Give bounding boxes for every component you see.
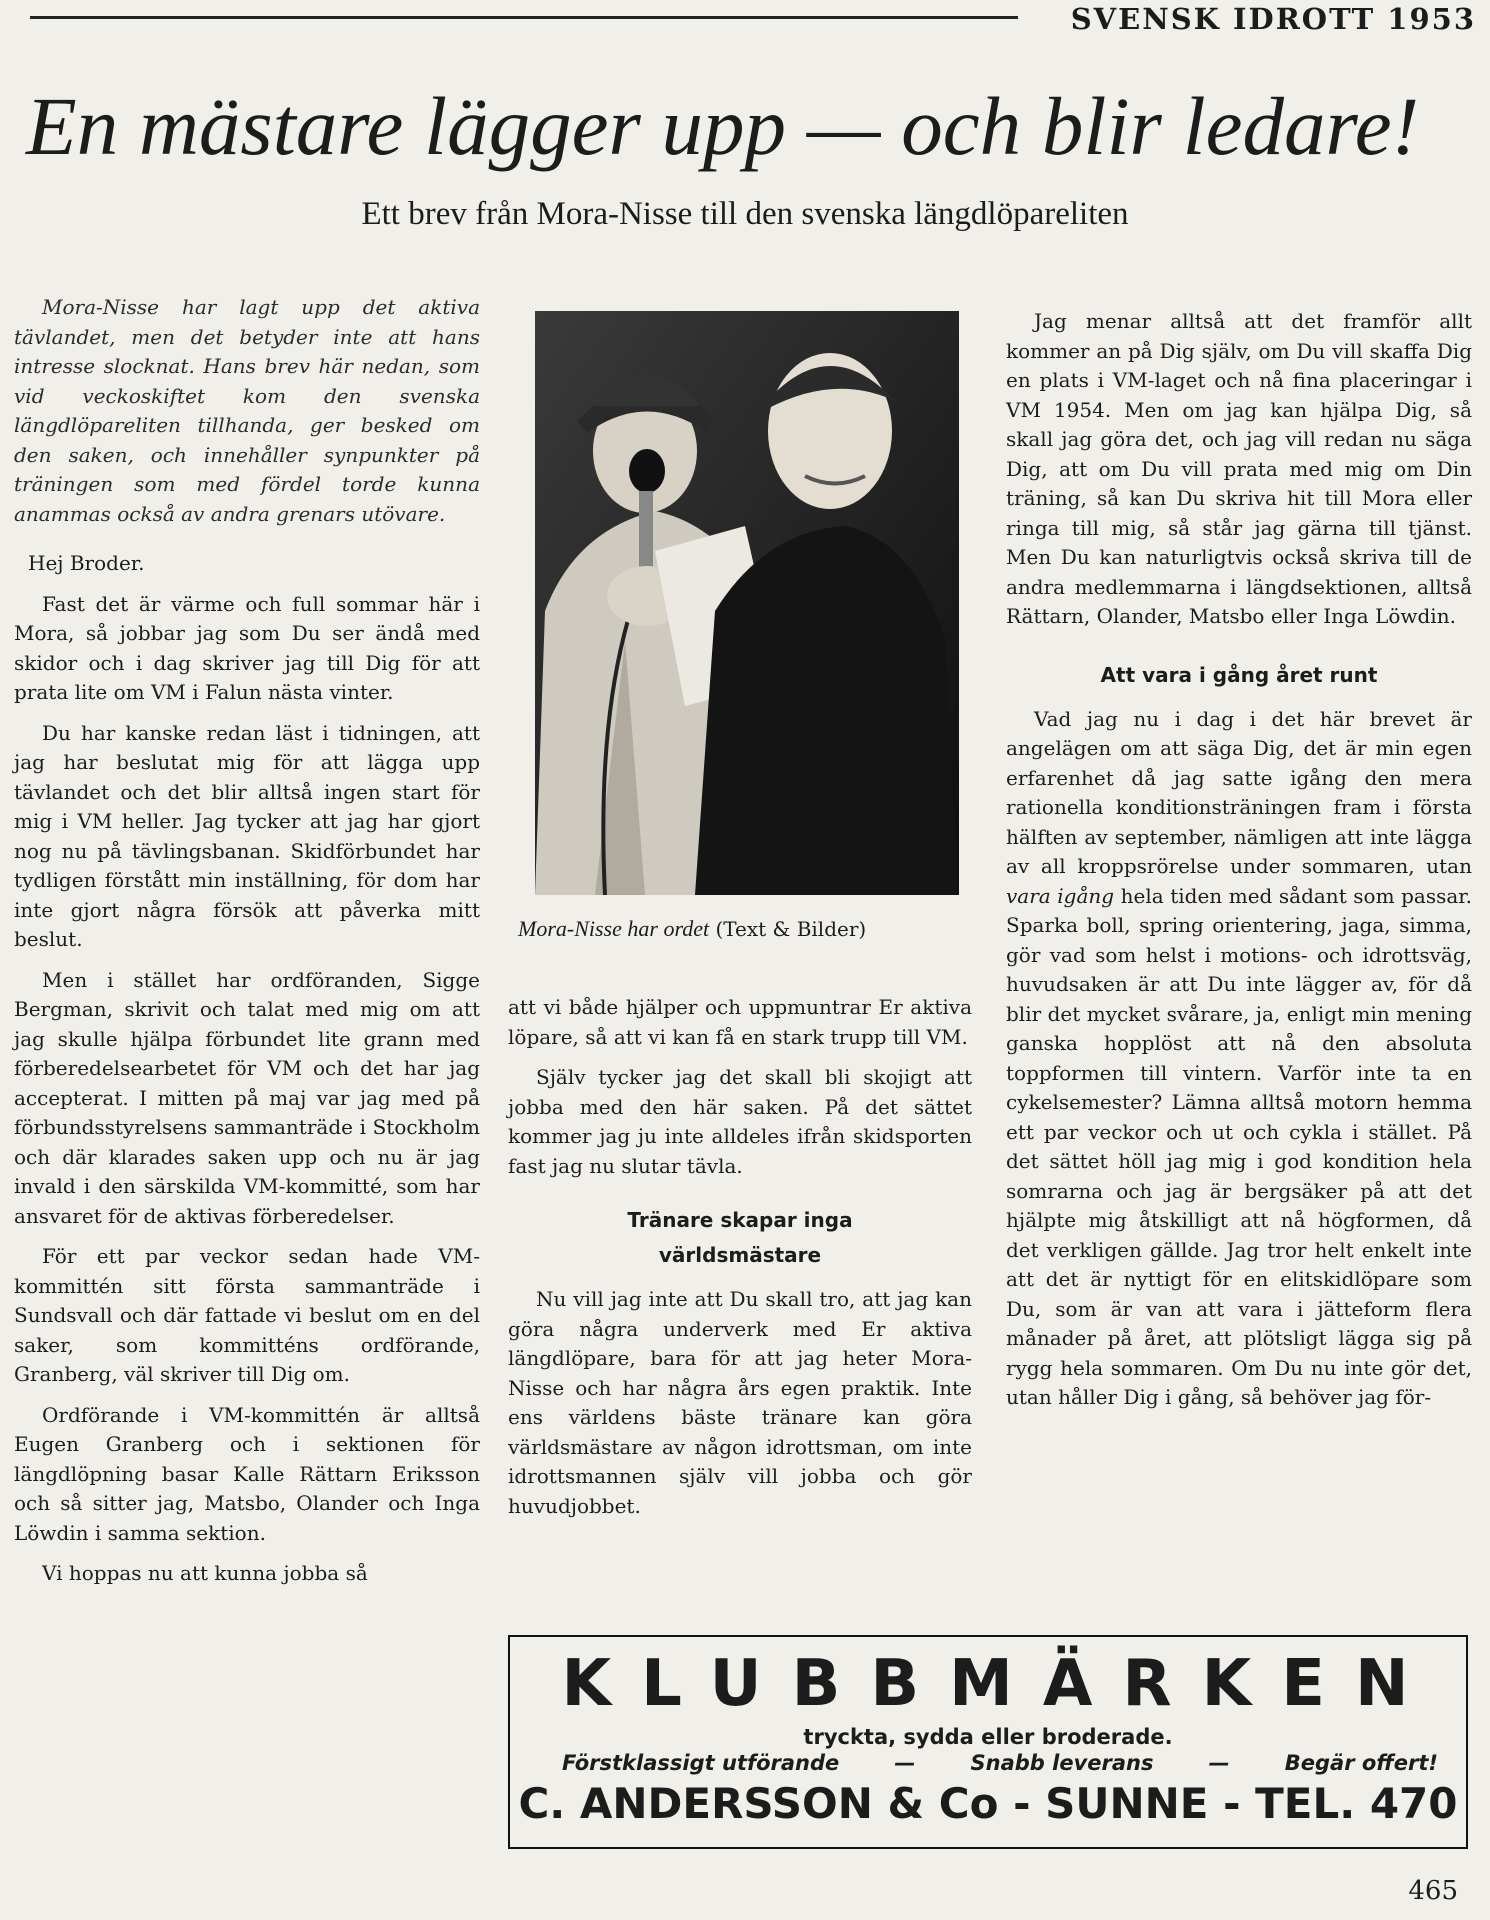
subheading-line-1: Tränare skapar inga	[627, 1208, 853, 1232]
body-paragraph: Du har kanske redan läst i tidningen, att jag har beslutat mig för att lägga upp tävlandet och det blir alltså ingen start för mig i VM heller. Jag tycker att jag har gjort nog nu på tävlingsbanan. Skidförbundet har tydligen förstått min inställning, för dom har inte gjort några försök att påverka mitt beslut.	[14, 720, 480, 951]
caption-italic: Mora-Nisse har ordet	[518, 916, 710, 941]
body-paragraph: Jag menar alltså att det framför allt kommer an på Dig själv, om Du vill skaffa Dig en plats i VM-laget och nå fina placeringar i VM 1954. Men om jag kan hjälpa Dig, så skall jag göra det, och jag vill redan nu säga Dig, att om Du vill prata med mig om Din träning, så kan Du skriva hit till Mora eller ringa till mig, så står jag gärna till tjänst. Men Du kan naturligtvis också skriva till de andra medlemmarna i längdsektionen, alltså Rättarn, Olander, Matsbo eller Inga Löwdin.	[1006, 309, 1472, 628]
text-run: Vad jag nu i dag i det här brevet är angelägen om att säga Dig, det är min egen erfarenhet då jag satte igång den mera rationella konditionsträningen fram i första hälften av september, nämligen att inte lägga av all kroppsrörelse under sommaren, utan	[1006, 706, 1472, 878]
subheading-line-2: världsmästare	[658, 1243, 822, 1267]
body-paragraph: Ordförande i VM-kommittén är alltså Eugen Granberg och i sektionen för längdlöpning basar Kalle Rättarn Eriksson och så sitter jag, Matsbo, Olander och Inga Löwdin i samma sektion.	[14, 1402, 480, 1545]
magazine-header: SVENSK IDROTT 1953	[1070, 2, 1476, 36]
ad-title: KLUBBMÄRKEN	[561, 1647, 1439, 1721]
greeting: Hej Broder.	[28, 551, 145, 575]
ad-tagline: Förstklassigt utförande	[562, 1751, 840, 1775]
header-rule	[30, 16, 1018, 19]
ad-tagline: Snabb leverans	[970, 1751, 1154, 1775]
advertisement-box	[508, 1635, 1468, 1849]
text-run: hela tiden med sådant som passar. Sparka boll, spring orientering, jaga, simma, gör vad som helst i motions- och idrottsväg, huvudsaken är att Du inte lägger av, för då blir det mycket svårare, ja, enligt min mening ganska hopplöst att nå den absoluta toppformen till vintern. Varför inte ta en cykelsemester? Lämna alltså motorn hemma ett par veckor och ut och cykla i stället. På det sättet höll jag mig i god kondition hela somrarna och jag är bergsäker på att det hjälpte mig åtskilligt att nå högformen, då det verkligen gällde. Jag tror helt enkelt inte att det är nyttigt för en elitskidlöpare som Du, som är van att vara i jätteform flera månader på året, att plötsligt lägga sig på rygg hela sommaren. Om Du nu inte gör det, utan håller Dig i gång, så behöver jag för-	[1006, 883, 1473, 1409]
body-paragraph: Fast det är värme och full sommar här i Mora, så jobbar jag som Du ser ändå med skidor och i dag skriver jag till Dig för att prata lite om VM i Falun nästa vinter.	[14, 591, 480, 704]
ad-tagline: Begär offert!	[1284, 1751, 1438, 1775]
body-paragraph: Vi hoppas nu att kunna jobba så	[42, 1561, 368, 1585]
headline: En mästare lägger upp — och blir ledare!	[26, 80, 1420, 172]
ad-dash: —	[1208, 1751, 1230, 1775]
body-paragraph: Men i stället har ordföranden, Sigge Bergman, skrivit och talat med mig om att jag skulle hjälpa förbundet lite grann med förberedelsearbetet för VM och det har jag accepterat. I mitten på maj var jag med på förbundsstyrelsens sammanträde i Stockholm och där klarades saken upp och nu är jag invald i den särskilda VM-kommitté, som har ansvaret för de aktivas förberedelser.	[14, 967, 480, 1228]
intro-text	[14, 293, 480, 529]
body-paragraph: att vi både hjälper och uppmuntrar Er aktiva löpare, så att vi kan få en stark trupp till VM.	[508, 995, 972, 1049]
photo-mora-nisse	[535, 311, 959, 895]
ad-subtitle: tryckta, sydda eller broderade.	[803, 1725, 1173, 1749]
subheading-tranare	[508, 1203, 972, 1273]
intro-paragraph: Mora-Nisse har lagt upp det aktiva tävlandet, men det betyder inte att hans intresse slocknat. Hans brev här nedan, som vid veckoskiftet kom den svenska längdlöpareliten tillhanda, ger besked om den saken, och innehåller synpunkter på träningen som med fördel torde kunna anammas också av andra grenars utövare.	[14, 295, 480, 526]
body-paragraph: Själv tycker jag det skall bli skojigt att jobba med den här saken. På det sättet kommer jag ju inte alldeles ifrån skidsporten fast jag nu slutar tävla.	[508, 1065, 972, 1178]
photo-caption	[518, 916, 1004, 942]
page-number: 465	[1408, 1876, 1458, 1906]
ad-taglines	[510, 1751, 1466, 1775]
column-3	[1006, 307, 1472, 1424]
photo-image	[535, 311, 959, 895]
body-paragraph: Nu vill jag inte att Du skall tro, att jag kan göra några underverk med Er aktiva längdlöpare, bara för att jag heter Mora-Nisse och har några års egen praktik. Inte ens världens bäste tränare kan göra världsmästare av någon idrottsman, om inte idrottsmannen själv vill jobba och gör huvudjobbet.	[508, 1287, 972, 1518]
body-paragraph: För ett par veckor sedan hade VM-kommittén sitt första sammanträde i Sundsvall och där fattade vi beslut om en del saker, som kommitténs ordförande, Granberg, väl skriver till Dig om.	[14, 1244, 480, 1386]
subheadline: Ett brev från Mora-Nisse till den svenska längdlöpareliten	[361, 196, 1129, 232]
subheading-aret-runt: Att vara i gång året runt	[1100, 662, 1378, 687]
body-paragraph	[1006, 705, 1472, 1413]
ad-dash: —	[894, 1751, 916, 1775]
column-2	[508, 993, 972, 1532]
caption-credit: (Text & Bilder)	[715, 917, 867, 941]
emphasis-text: vara igång	[1006, 883, 1115, 908]
column-1	[14, 293, 480, 1600]
ad-contact: C. ANDERSSON & Co - SUNNE - TEL. 470	[518, 1779, 1458, 1828]
